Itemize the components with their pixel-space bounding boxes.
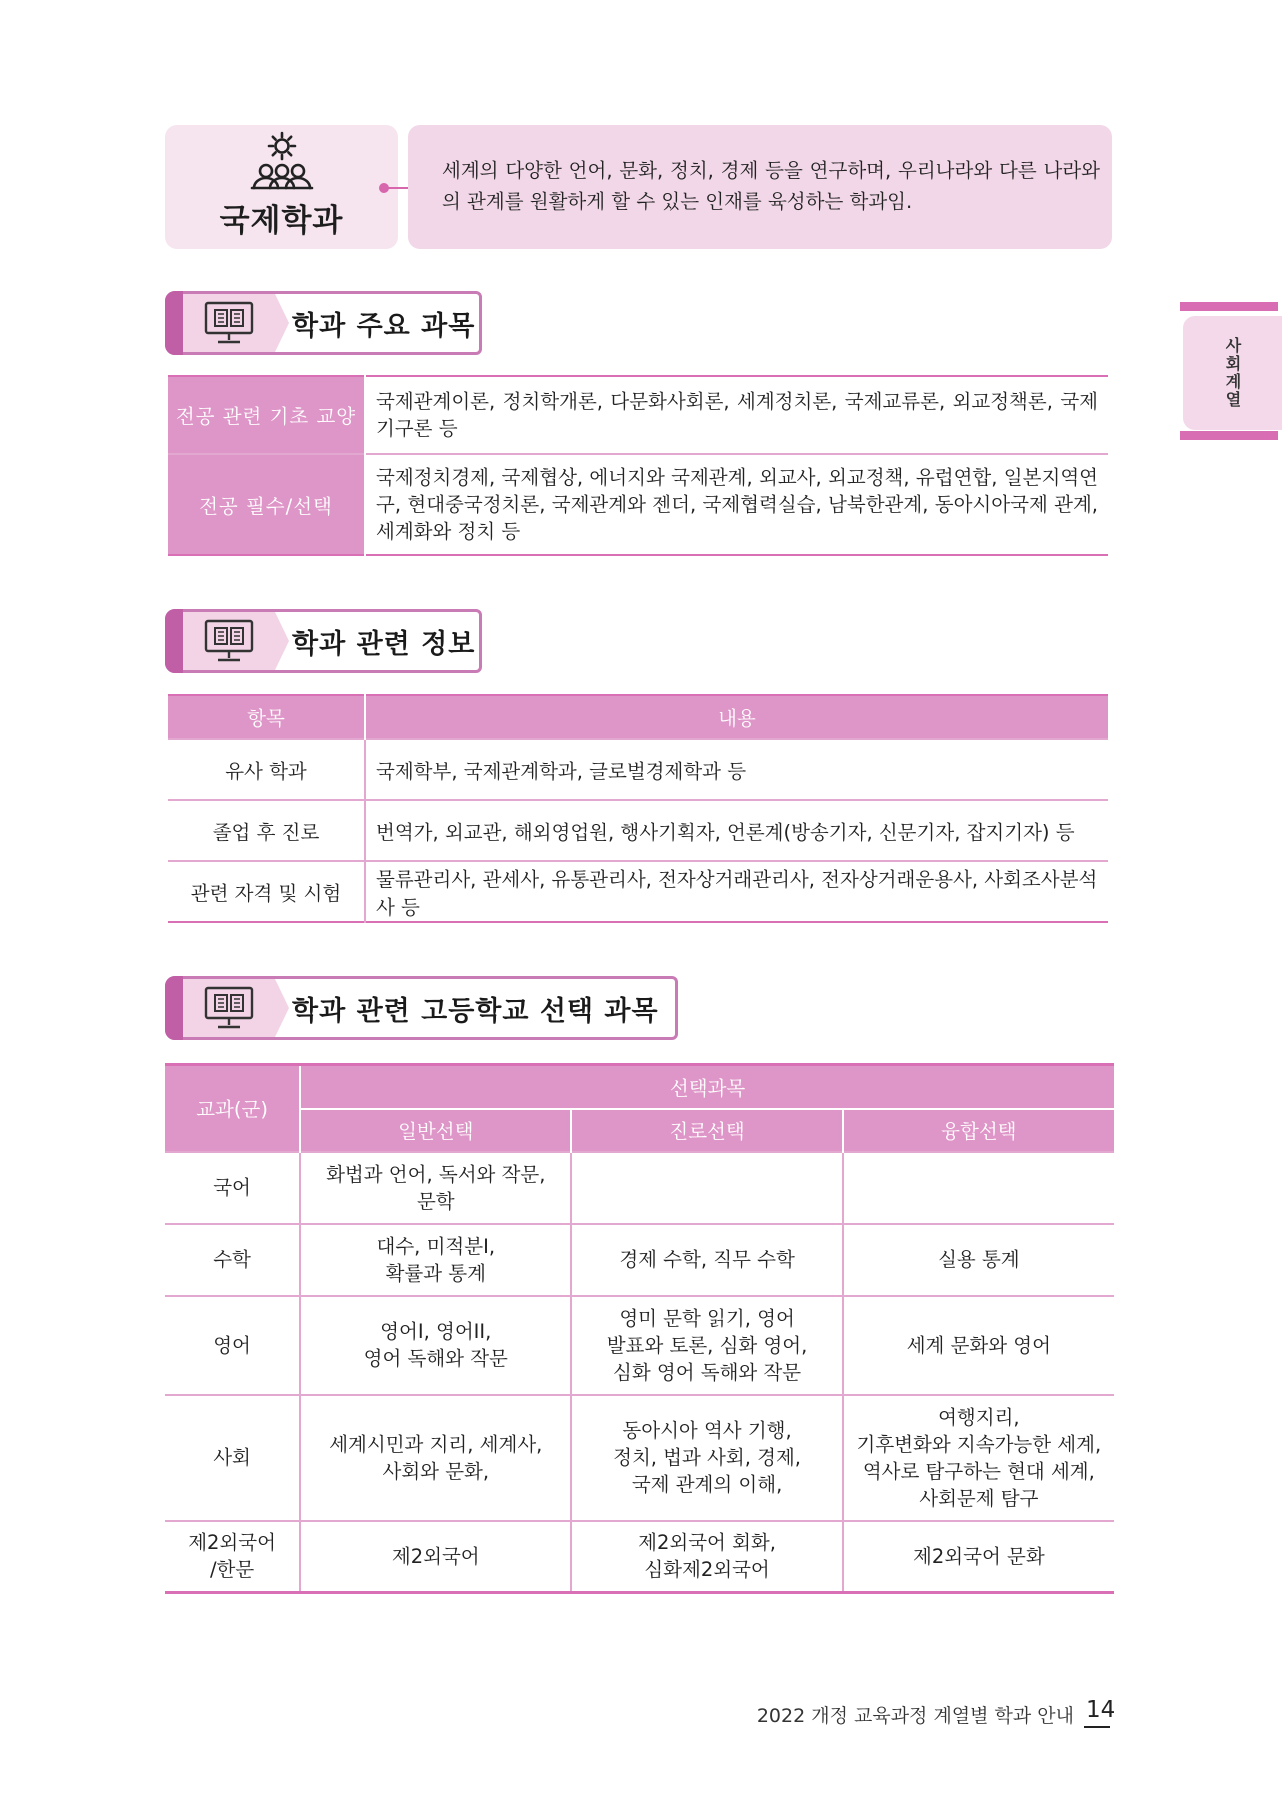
cell-line: 경제 수학, 직무 수학: [619, 1248, 795, 1271]
cell-line: 대수, 미적분I,: [376, 1234, 496, 1258]
cell-line: 사회와 문화,: [382, 1459, 490, 1483]
section-title-high-school: 학과 관련 고등학교 선택 과목: [292, 995, 659, 1027]
header-career-elective: 진로선택: [571, 1109, 842, 1152]
high-school-courses-table: [165, 1063, 1114, 1594]
table-row: [165, 1395, 1114, 1521]
cell-line: 동아시아 역사 기행,: [622, 1419, 792, 1442]
cell-line: 영미 문학 읽기, 영어: [619, 1306, 795, 1330]
cell-line: 제2외국어 문화: [913, 1544, 1045, 1568]
row-content: 국제정치경제, 국제협상, 에너지와 국제관계, 외교사, 외교정책, 유럽연합, 일본지역연구, 현대중국정치론, 국제관계와 젠더, 국제협력실습, 남북한관계, 동아시아국제 관계, 세계화와 정치 등: [365, 454, 1108, 555]
table-row: [168, 861, 1108, 922]
cell-line: 제2외국어: [188, 1531, 276, 1555]
side-tab-top-bar: [1180, 302, 1278, 311]
related-info-table: [168, 694, 1108, 923]
general-cell: [300, 1395, 571, 1521]
cell-line: 심화 영어 독해와 작문: [612, 1360, 802, 1384]
cell-line: /한문: [209, 1558, 255, 1582]
table-header-row: [165, 1109, 1114, 1152]
fusion-cell: [843, 1395, 1114, 1521]
career-cell: [571, 1152, 842, 1224]
table-row: [165, 1224, 1114, 1296]
section-title-related-info: 학과 관련 정보: [292, 628, 476, 660]
career-cell: [571, 1395, 842, 1521]
header-fusion-elective: 융합선택: [843, 1109, 1114, 1152]
row-content: 번역가, 외교관, 해외영업원, 행사기획자, 언론계(방송기자, 신문기자, 잡지기자) 등: [365, 800, 1108, 861]
fusion-cell: [843, 1521, 1114, 1593]
table-row: [165, 1152, 1114, 1224]
subject-cell: 국어: [165, 1152, 300, 1224]
career-cell: [571, 1224, 842, 1296]
header-general-elective: 일반선택: [300, 1109, 571, 1152]
table-row: [165, 1296, 1114, 1395]
row-content: 국제학부, 국제관계학과, 글로벌경제학과 등: [365, 739, 1108, 800]
header-content: 내용: [365, 695, 1108, 739]
monitor-book-icon: [203, 618, 255, 664]
cell-line: 제2외국어 회화,: [638, 1531, 776, 1555]
fusion-cell: [843, 1224, 1114, 1296]
general-cell: [300, 1152, 571, 1224]
general-cell: [300, 1296, 571, 1395]
row-label: 전공 관련 기초 교양: [168, 376, 365, 454]
table-row: [168, 800, 1108, 861]
header-item: 항목: [168, 695, 365, 739]
cell-line: 심화제2외국어: [644, 1558, 770, 1582]
section-banner-high-school: [165, 976, 678, 1040]
cell-line: 발표와 토론, 심화 영어,: [606, 1333, 808, 1357]
footer-text: 2022 개정 교육과정 계열별 학과 안내: [756, 1705, 1074, 1727]
cell-line: 세계 문화와 영어: [906, 1333, 1051, 1357]
section-banner-related-info: [165, 609, 482, 673]
department-title: 국제학과: [219, 202, 344, 239]
header-subject-group: 교과(군): [165, 1065, 300, 1152]
career-cell: [571, 1521, 842, 1593]
subject-cell: [165, 1521, 300, 1593]
side-tab-bottom-bar: [1180, 431, 1278, 440]
row-content: 물류관리사, 관세사, 유통관리사, 전자상거래관리사, 전자상거래운용사, 사회조사분석사 등: [365, 861, 1108, 922]
fusion-cell: [843, 1296, 1114, 1395]
cell-line: 제2외국어: [391, 1544, 480, 1568]
fusion-cell: [843, 1152, 1114, 1224]
side-tab-label: 사회계열: [1223, 337, 1242, 409]
cell-line: 영어I, 영어II,: [380, 1320, 492, 1343]
cell-line: 사회문제 탐구: [919, 1486, 1039, 1510]
department-title-box: [165, 125, 398, 249]
row-item: 관련 자격 및 시험: [168, 861, 365, 922]
cell-line: 실용 통계: [938, 1248, 1020, 1271]
general-cell: [300, 1521, 571, 1593]
cell-line: 기후변화와 지속가능한 세계,: [856, 1432, 1102, 1456]
subject-cell: 수학: [165, 1224, 300, 1296]
cell-line: 문학: [416, 1189, 455, 1213]
table-header-row: [165, 1065, 1114, 1109]
table-row: [168, 376, 1108, 454]
table-row: [165, 1521, 1114, 1593]
subject-cell: 영어: [165, 1296, 300, 1395]
cell-line: 국제 관계의 이해,: [631, 1473, 783, 1496]
monitor-book-icon: [203, 300, 255, 346]
cell-line: 정치, 법과 사회, 경제,: [613, 1446, 801, 1469]
monitor-book-icon: [203, 985, 255, 1031]
section-title-main-subjects: 학과 주요 과목: [292, 310, 476, 342]
table-header-row: [168, 695, 1108, 739]
cell-line: 세계시민과 지리, 세계사,: [329, 1432, 543, 1456]
cell-line: 화법과 언어, 독서와 작문,: [326, 1162, 546, 1186]
general-cell: [300, 1224, 571, 1296]
page-number-underline: [1084, 1726, 1110, 1728]
page-number: 14: [1086, 1697, 1116, 1723]
cell-line: 역사로 탐구하는 현대 세계,: [862, 1459, 1095, 1483]
people-gear-icon: [247, 131, 317, 201]
cell-line: 영어 독해와 작문: [363, 1347, 508, 1370]
row-item: 유사 학과: [168, 739, 365, 800]
cell-line: 여행지리,: [938, 1405, 1020, 1429]
row-content: 국제관계이론, 정치학개론, 다문화사회론, 세계정치론, 국제교류론, 외교정책론, 국제기구론 등: [376, 390, 1098, 440]
career-cell: [571, 1296, 842, 1395]
section-banner-main-subjects: [165, 291, 482, 355]
header-elective-courses: 선택과목: [300, 1065, 1114, 1109]
table-row: [168, 454, 1108, 555]
table-row: [168, 739, 1108, 800]
row-label: 전공 필수/선택: [168, 454, 365, 555]
side-tab[interactable]: [1183, 316, 1282, 430]
subject-cell: 사회: [165, 1395, 300, 1521]
row-item: 졸업 후 진로: [168, 800, 365, 861]
cell-line: 확률과 통계: [385, 1261, 486, 1285]
main-subjects-table: [168, 375, 1108, 556]
department-description: 세계의 다양한 언어, 문화, 정치, 경제 등을 연구하며, 우리나라와 다른 나라와의 관계를 원활하게 할 수 있는 인재를 육성하는 학과임.: [408, 125, 1112, 249]
